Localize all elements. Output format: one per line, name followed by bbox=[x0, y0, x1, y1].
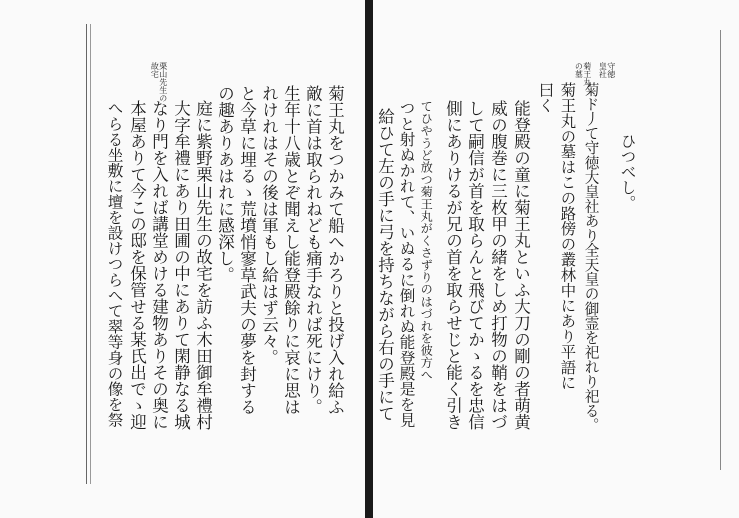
text-column: へらる坐敷に壇を設けつらへて翠等身の像を祭 bbox=[105, 100, 124, 428]
text-column: つと射ぬかれて、いぬるに倒れぬ能登殿是を見 bbox=[397, 100, 416, 428]
text-column: 側にありけるが兄の首を取らせじと能く引き bbox=[443, 100, 463, 430]
text-column: と今草に埋るゝ荒墳悄寥草武夫の夢を封する bbox=[237, 85, 257, 415]
page-edge-line bbox=[720, 30, 721, 470]
text-column: 本屋ありて今この邸を保管せる某氏出でゝ迎 bbox=[127, 100, 147, 430]
text-column: 威の腹巻に三枚甲の緒をしめ打物の鞘をはづ bbox=[488, 100, 508, 430]
text-column: なり門を入れば講堂めける建物ありその奥に bbox=[149, 100, 169, 430]
book-spine bbox=[365, 0, 373, 518]
text-column: 庭に紫野栗山先生の故宅を訪ふ木田御牟禮村 bbox=[193, 100, 213, 430]
margin-note: 菊王丸 の墓 bbox=[574, 62, 592, 86]
page-edge-line bbox=[86, 24, 87, 484]
text-column: ひつべし。 bbox=[618, 133, 637, 211]
text-column: 菊王丸をつかみて船へかろりと投げ入れ給ふ bbox=[325, 85, 345, 415]
margin-note: 栗山先生の 故宅 bbox=[150, 62, 168, 102]
text-column: 菊ド丿て守徳大皇社あり全天皇の御霊を祀れり祀る。 bbox=[582, 82, 600, 433]
text-column: てひやうど放つ菊王丸がくさずりのはづれを彼方へ bbox=[419, 100, 434, 381]
text-column: 大字牟禮にあり田圃の中にありて閑静なる城 bbox=[171, 100, 191, 430]
text-column: の趣ありあはれに感深し。 bbox=[215, 85, 235, 283]
text-column: 給ひて左の手に弓を持ちながら右の手にて bbox=[375, 108, 395, 422]
text-column: 能登殿の童に菊王丸といふ大刀の剛の者萌黄 bbox=[511, 100, 531, 430]
text-column: れけれはその後は軍もし給はず云々。 bbox=[259, 85, 279, 366]
page-edge-line bbox=[90, 24, 91, 484]
margin-note: 守徳 皇社 bbox=[598, 62, 616, 78]
text-column: 敵に首は取られねども痛手なれば死にけり。 bbox=[303, 85, 323, 415]
text-column: 曰く bbox=[536, 82, 555, 113]
text-column: 生年十八歳とぞ聞えし能登殿餘りに哀に思は bbox=[281, 85, 301, 415]
text-column: して嗣信が首を取らんと飛びてかゝるを忠信 bbox=[465, 100, 485, 430]
text-column: 菊王丸の墓はこの路傍の叢林中にあり平語に bbox=[558, 82, 577, 390]
